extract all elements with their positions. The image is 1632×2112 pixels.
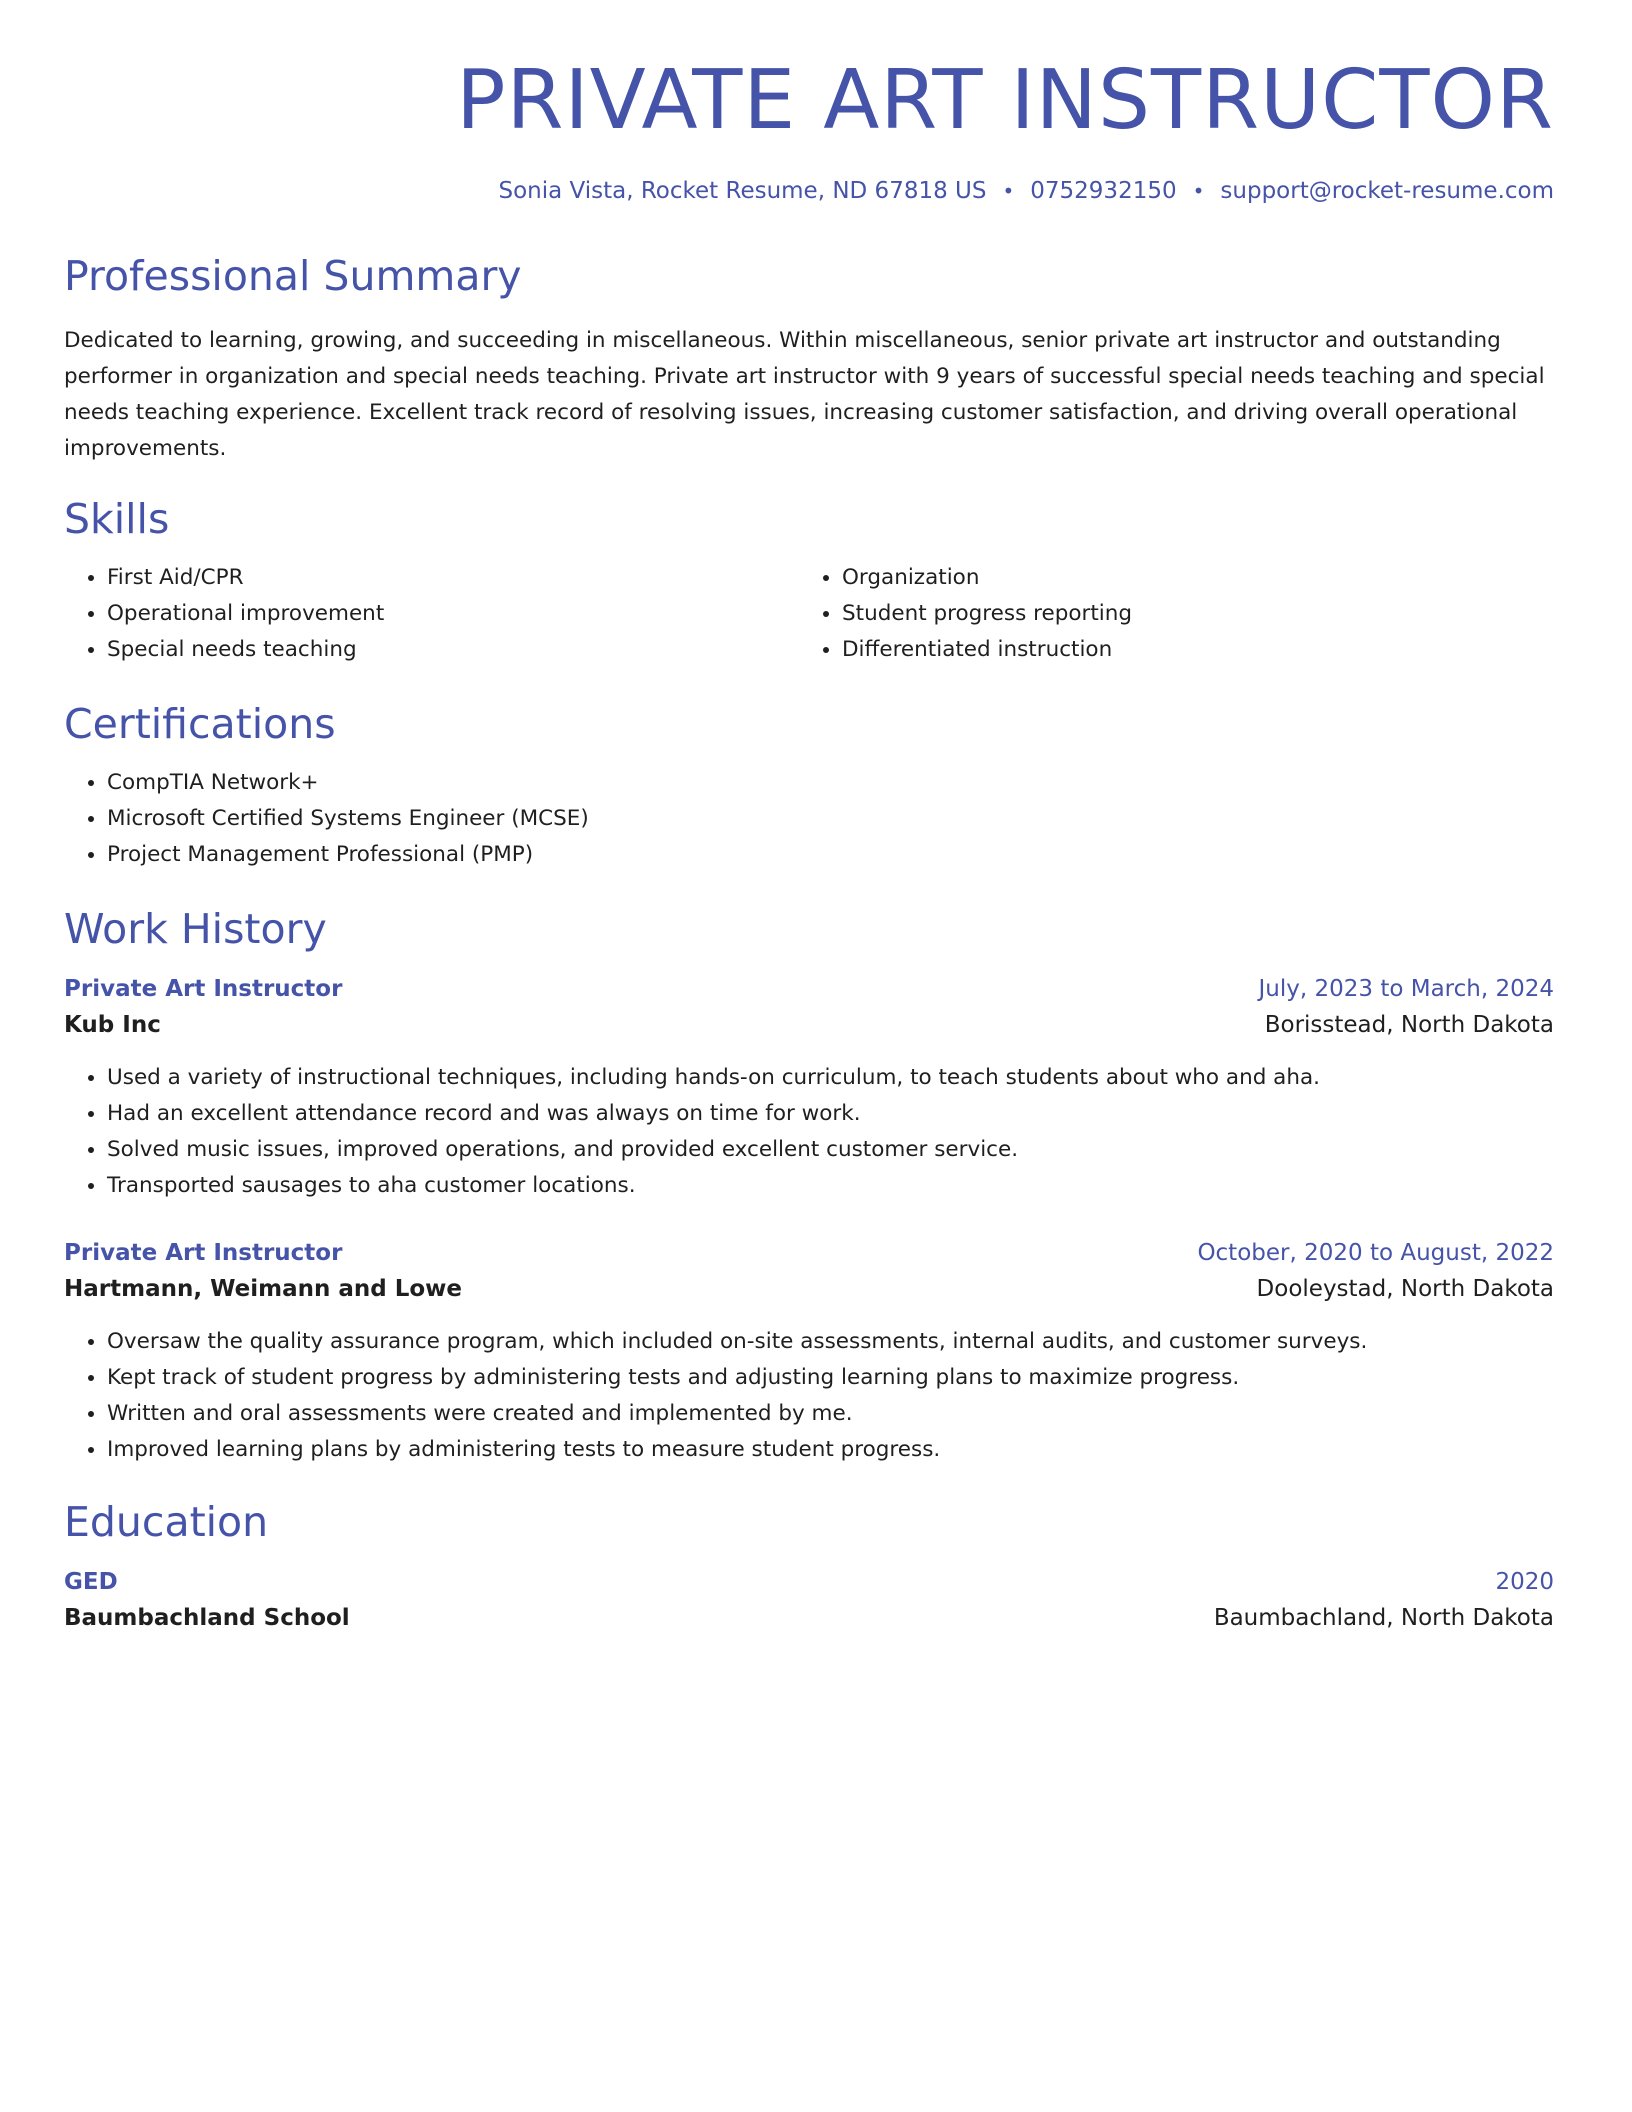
work-bullet: • Kept track of student progress by administering tests and adjusting learning plans to maximize progress. bbox=[107, 1360, 1554, 1396]
certification-item: • Microsoft Certified Systems Engineer (MCSE) bbox=[107, 801, 1554, 837]
work-bullet: • Solved music issues, improved operations, and provided excellent customer service. bbox=[107, 1132, 1554, 1168]
work-entry-subheader bbox=[64, 1276, 1554, 1302]
certification-item: • CompTIA Network+ bbox=[107, 765, 1554, 801]
certification-item: • Project Management Professional (PMP) bbox=[107, 837, 1554, 873]
work-entry-company: Kub Inc bbox=[64, 1012, 161, 1039]
work-entry-dates: October, 2020 to August, 2022 bbox=[1197, 1240, 1554, 1267]
skills-column-right bbox=[799, 560, 1534, 668]
work-bullet: • Improved learning plans by administering tests to measure student progress. bbox=[107, 1432, 1554, 1468]
work-entry-location: Dooleystad, North Dakota bbox=[1256, 1276, 1554, 1303]
education-year: 2020 bbox=[1495, 1569, 1554, 1596]
work-entry-bullets bbox=[64, 1060, 1554, 1204]
work-entry-header bbox=[64, 1240, 1554, 1266]
work-entry-company: Hartmann, Weimann and Lowe bbox=[64, 1276, 463, 1303]
contact-email[interactable]: support@rocket-resume.com bbox=[1220, 178, 1554, 204]
work-history-heading: Work History bbox=[64, 905, 327, 954]
work-entry-location: Borisstead, North Dakota bbox=[1264, 1012, 1554, 1039]
work-entry-title: Private Art Instructor bbox=[64, 1240, 343, 1267]
work-entry-subheader bbox=[64, 1012, 1554, 1038]
skills-grid bbox=[64, 560, 1554, 668]
contact-separator: • bbox=[1002, 179, 1015, 203]
summary-heading: Professional Summary bbox=[64, 252, 522, 300]
contact-address: Sonia Vista, Rocket Resume, ND 67818 US bbox=[498, 178, 987, 204]
skill-item: • Differentiated instruction bbox=[842, 632, 1534, 668]
education-location: Baumbachland, North Dakota bbox=[1213, 1605, 1554, 1632]
skill-item: • Special needs teaching bbox=[107, 632, 799, 668]
skills-list-left bbox=[64, 560, 799, 668]
skill-item: • Operational improvement bbox=[107, 596, 799, 632]
skills-heading: Skills bbox=[64, 495, 170, 544]
work-entry-bullets bbox=[64, 1324, 1554, 1468]
work-bullet: • Transported sausages to aha customer locations. bbox=[107, 1168, 1554, 1204]
certifications-heading: Certifications bbox=[64, 700, 336, 749]
work-bullet: • Written and oral assessments were created and implemented by me. bbox=[107, 1396, 1554, 1432]
work-bullet: • Had an excellent attendance record and was always on time for work. bbox=[107, 1096, 1554, 1132]
skill-item: • First Aid/CPR bbox=[107, 560, 799, 596]
resume-page bbox=[64, 0, 1554, 1631]
skills-list-right bbox=[799, 560, 1534, 668]
work-entry-title: Private Art Instructor bbox=[64, 976, 343, 1003]
resume-title: PRIVATE ART INSTRUCTOR bbox=[456, 53, 1554, 148]
education-degree: GED bbox=[64, 1569, 118, 1596]
skill-item: • Organization bbox=[842, 560, 1534, 596]
work-entry-dates: July, 2023 to March, 2024 bbox=[1258, 976, 1554, 1003]
education-entry-header bbox=[64, 1569, 1554, 1595]
skill-item: • Student progress reporting bbox=[842, 596, 1534, 632]
certifications-list bbox=[64, 765, 1554, 873]
summary-text: Dedicated to learning, growing, and succeeding in miscellaneous. Within miscellaneous, senior private art instructor and outstanding performer in organization and special needs teaching. Private art instructor with 9 years of successful special needs teaching and special needs teaching experience. Excellent track record of resolving issues, increasing customer satisfaction, and driving overall operational improvements. bbox=[64, 328, 1545, 462]
work-bullet: • Oversaw the quality assurance program, which included on-site assessments, internal audits, and customer surveys. bbox=[107, 1324, 1554, 1360]
education-entry bbox=[64, 1569, 1554, 1631]
skills-column-left bbox=[64, 560, 799, 668]
contact-separator: • bbox=[1192, 179, 1205, 203]
work-entry bbox=[64, 976, 1554, 1204]
work-bullet: • Used a variety of instructional techniques, including hands-on curriculum, to teach students about who and aha. bbox=[107, 1060, 1554, 1096]
contact-line bbox=[64, 178, 1554, 204]
education-school: Baumbachland School bbox=[64, 1605, 350, 1632]
contact-phone: 0752932150 bbox=[1030, 178, 1177, 204]
work-entry bbox=[64, 1240, 1554, 1468]
education-entry-subheader bbox=[64, 1605, 1554, 1631]
work-entry-header bbox=[64, 976, 1554, 1002]
education-heading: Education bbox=[64, 1498, 269, 1547]
